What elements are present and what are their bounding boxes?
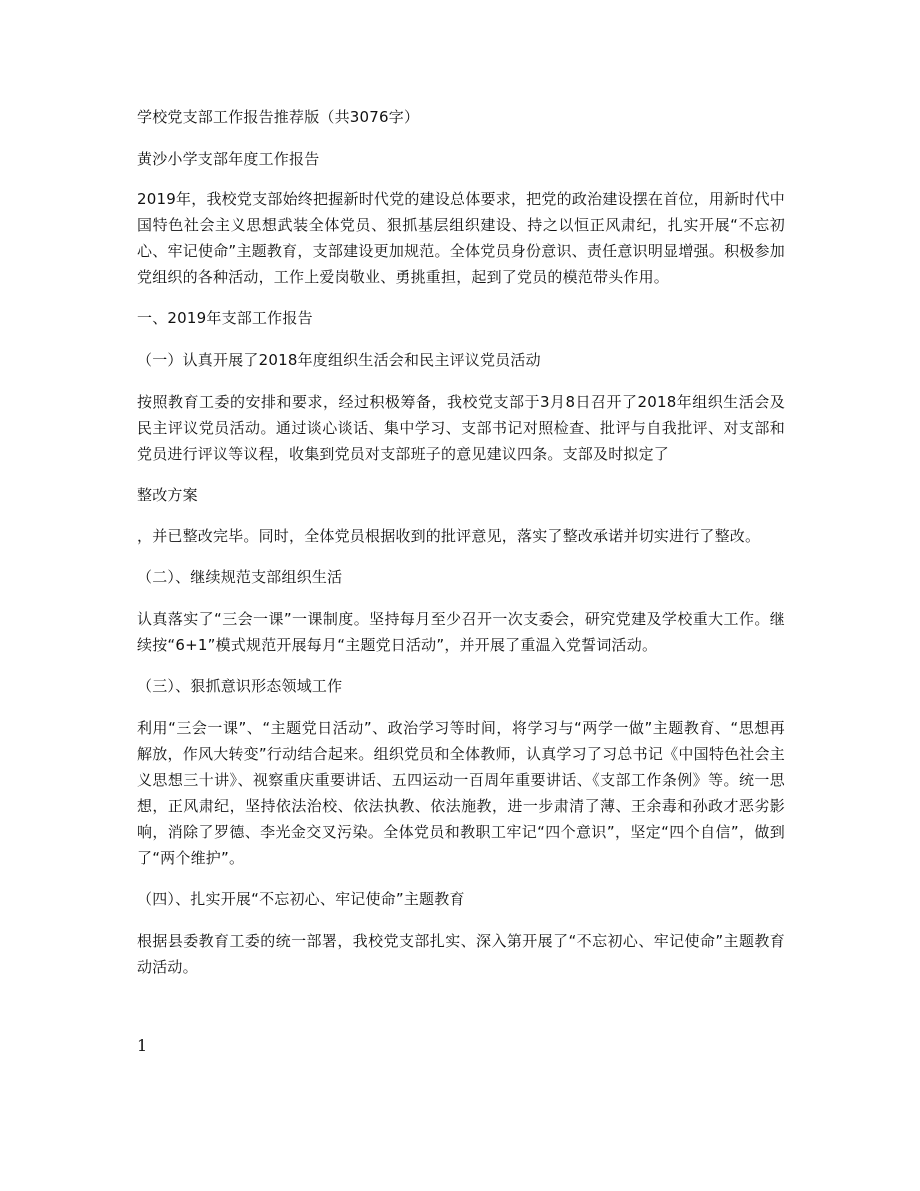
subsection-heading-2: （二）、继续规范支部组织生活 [137,568,343,586]
subsection-body-3: 利用“三会一课”、“主题党日活动”、政治学习等时间，将学习与“两学一做”主题教育、“思想再解放，作风大转变”行动结合起来。组织党员和全体教师，认真学习了习总书记《中国特色社会主义思想三十讲》、视察重庆重要讲话、五四运动一百周年重要讲话、《支部工作条例》等。统一思想，正风肃纪，坚持依法治校、依法执教、依法施教，进一步肃清了薄、王余毒和孙政才恶劣影响，消除了罗德、李光金交叉污染。全体党员和教职工牢记“四个意识”，坚定“四个自信”，做到了“两个维护”。 [137,719,785,867]
document-subtitle: 黄沙小学支部年度工作报告 [137,150,320,168]
document-title: 学校党支部工作报告推荐版（共3076字） [137,108,420,126]
subsection-heading-4: （四）、扎实开展“不忘初心、牢记使命”主题教育 [137,890,465,908]
subsection-body-1-continued: ，并已整改完毕。同时，全体党员根据收到的批评意见，落实了整改承诺并切实进行了整改。 [137,527,761,545]
rectification-plan-label: 整改方案 [137,486,198,504]
subsection-heading-1: （一）认真开展了2018年度组织生活会和民主评议党员活动 [137,351,541,369]
document-body [137,104,785,995]
intro-paragraph: 2019年，我校党支部始终把握新时代党的建设总体要求，把党的政治建设摆在首位，用新时代中国特色社会主义思想武装全体党员、狠抓基层组织建设、持之以恒正风肃纪，扎实开展“不忘初心、牢记使命”主题教育，支部建设更加规范。全体党员身份意识、责任意识明显增强。积极参加党组织的各种活动，工作上爱岗敬业、勇挑重担，起到了党员的模范带头作用。 [137,190,785,286]
subsection-body-2: 认真落实了“三会一课”一课制度。坚持每月至少召开一次支委会，研究党建及学校重大工作。继续按“6+1”模式规范开展每月“主题党日活动”，并开展了重温入党誓词活动。 [137,610,785,654]
subsection-heading-3: （三）、狠抓意识形态领域工作 [137,677,343,695]
page-number: 1 [137,1036,148,1055]
subsection-body-1: 按照教育工委的安排和要求，经过积极筹备，我校党支部于3月8日召开了2018年组织生活会及民主评议党员活动。通过谈心谈话、集中学习、支部书记对照检查、批评与自我批评、对支部和党员进行评议等议程，收集到党员对支部班子的意见建议四条。支部及时拟定了 [137,393,785,463]
section-heading: 一、2019年支部工作报告 [137,309,313,327]
subsection-body-4: 根据县委教育工委的统一部署，我校党支部扎实、深入第开展了“不忘初心、牢记使命”主题教育动活动。 [137,932,785,976]
